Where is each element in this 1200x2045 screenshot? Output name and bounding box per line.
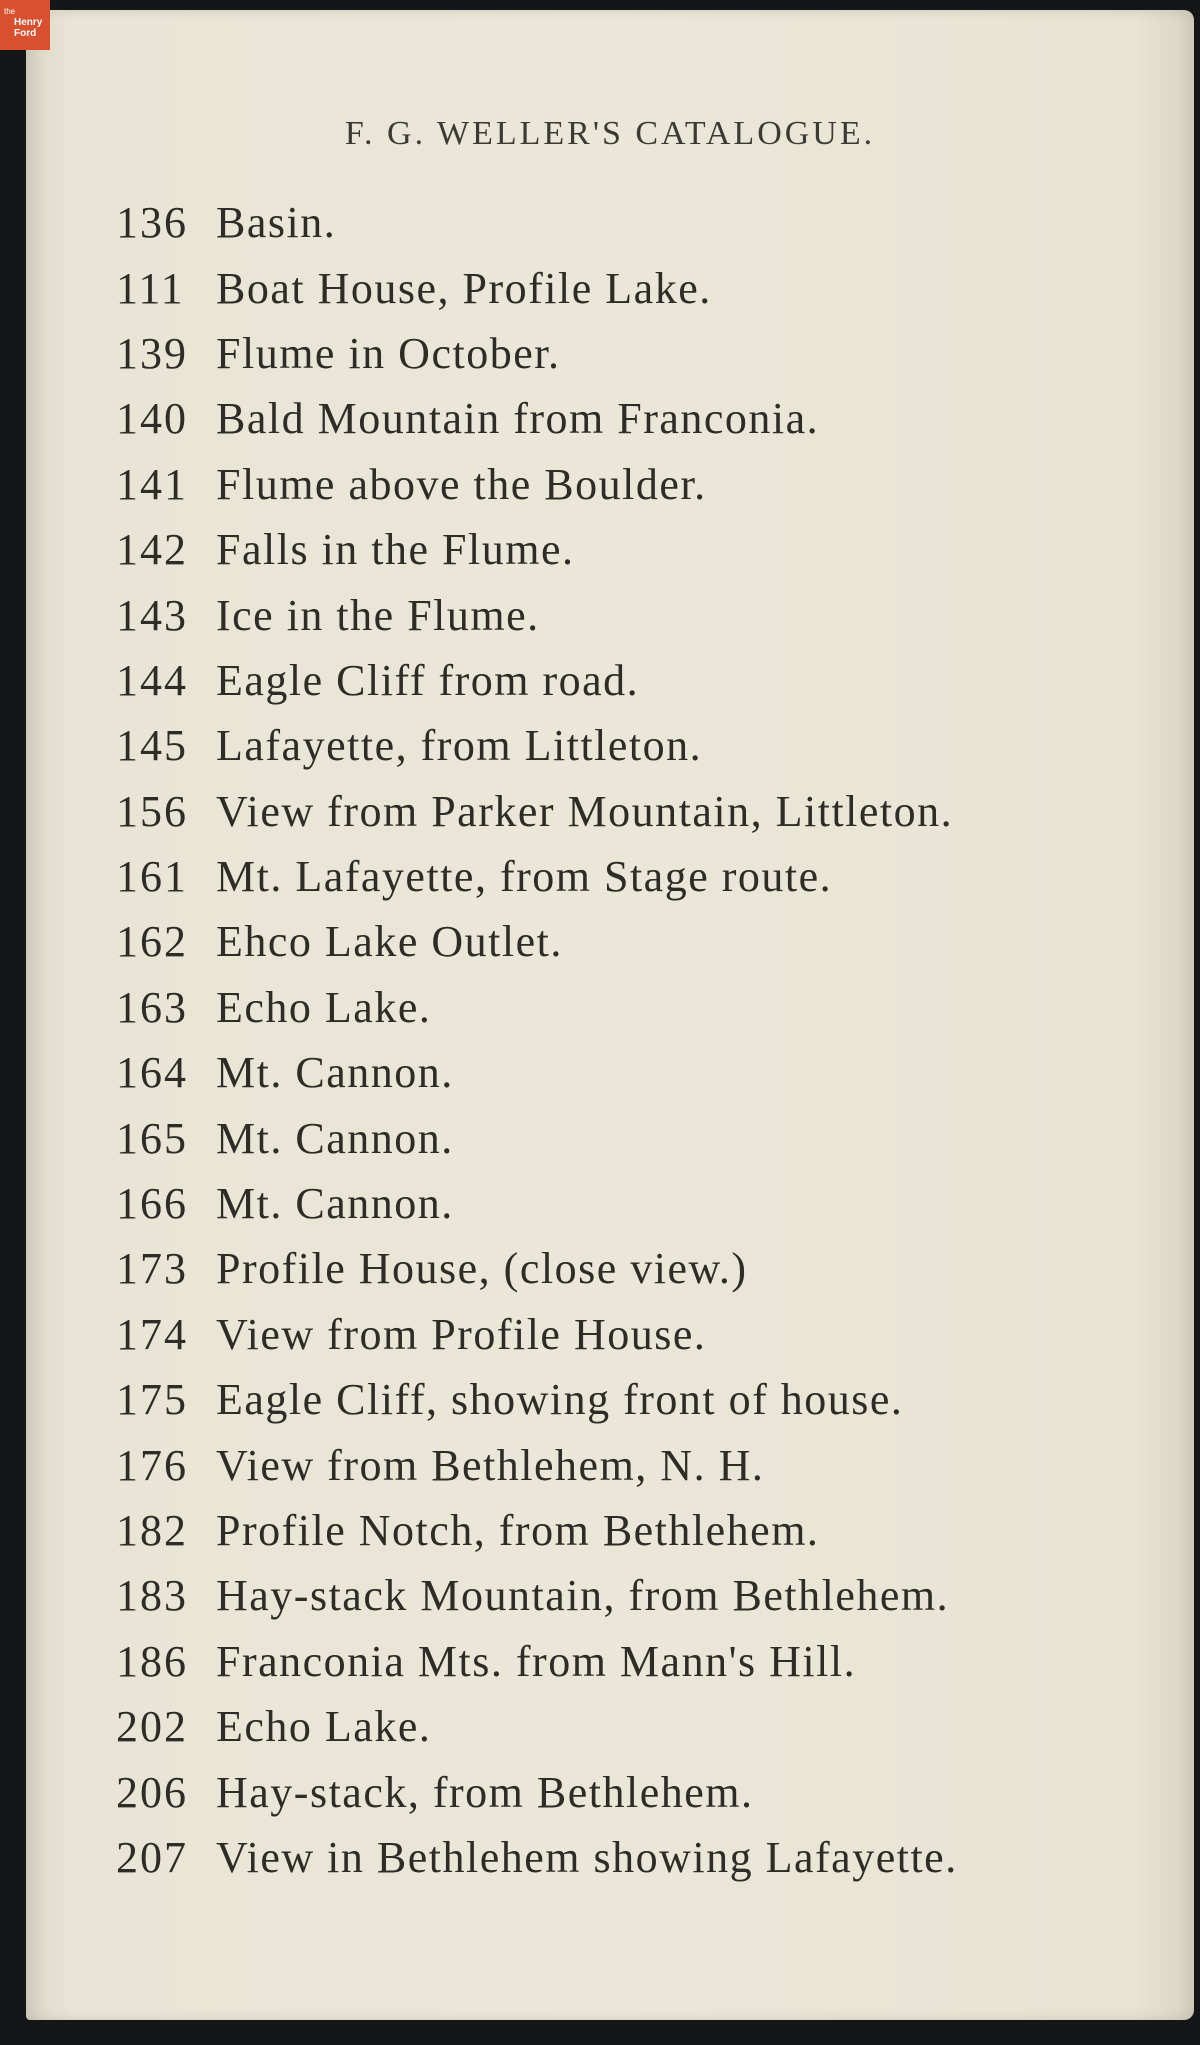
entry-number: 143 xyxy=(116,590,188,640)
entry-number: 182 xyxy=(116,1506,188,1555)
list-item xyxy=(116,1694,1154,1759)
entry-number: 136 xyxy=(116,198,188,248)
entry-title: Ehco Lake Outlet. xyxy=(216,917,563,967)
entry-title: Lafayette, from Littleton. xyxy=(216,721,703,771)
list-item xyxy=(116,779,1154,844)
list-item xyxy=(116,975,1154,1040)
entry-title: View from Parker Mountain, Littleton. xyxy=(216,786,954,836)
entry-title: Flume in October. xyxy=(216,328,561,378)
list-item xyxy=(116,648,1154,713)
entry-number: 207 xyxy=(116,1832,188,1882)
list-item xyxy=(116,1563,1154,1628)
entry-number: 161 xyxy=(116,852,188,902)
list-item xyxy=(116,1367,1154,1432)
entry-title: Echo Lake. xyxy=(216,982,432,1032)
entry-number: 183 xyxy=(116,1571,188,1621)
list-item xyxy=(116,1629,1154,1694)
entry-title: Mt. Cannon. xyxy=(216,1048,454,1098)
list-item xyxy=(116,255,1154,320)
logo-line-1: the xyxy=(4,7,16,16)
list-item xyxy=(116,1040,1154,1105)
list-item xyxy=(116,190,1154,255)
list-item xyxy=(116,1236,1154,1301)
list-item xyxy=(116,1302,1154,1367)
list-item xyxy=(116,1498,1154,1563)
list-item xyxy=(116,517,1154,582)
entry-number: 173 xyxy=(116,1244,188,1294)
entry-number: 139 xyxy=(116,328,188,378)
entry-title: Bald Mountain from Franconia. xyxy=(216,394,820,444)
entry-number: 163 xyxy=(116,982,188,1032)
list-item xyxy=(116,1105,1154,1170)
entry-title: Profile House, (close view.) xyxy=(216,1244,748,1294)
entry-title: Profile Notch, from Bethlehem. xyxy=(216,1506,820,1555)
entry-number: 144 xyxy=(116,655,188,705)
entry-number: 174 xyxy=(116,1309,188,1359)
entry-title: Eagle Cliff, showing front of house. xyxy=(216,1375,904,1425)
entry-title: Flume above the Boulder. xyxy=(216,459,707,509)
list-item xyxy=(116,452,1154,517)
entry-number: 111 xyxy=(116,263,185,313)
list-item xyxy=(116,844,1154,909)
entry-title: Franconia Mts. from Mann's Hill. xyxy=(216,1636,857,1686)
logo-line-2: Henry xyxy=(14,17,43,28)
list-item xyxy=(116,713,1154,778)
entry-number: 175 xyxy=(116,1375,188,1425)
entry-title: Basin. xyxy=(216,198,337,248)
entry-title: Hay-stack Mountain, from Bethlehem. xyxy=(216,1571,950,1621)
entry-title: Eagle Cliff from road. xyxy=(216,655,640,705)
list-item xyxy=(116,1759,1154,1824)
henry-ford-logo xyxy=(0,0,50,50)
list-item xyxy=(116,1171,1154,1236)
list-item xyxy=(116,321,1154,386)
entry-title: View from Bethlehem, N. H. xyxy=(216,1440,765,1490)
list-item xyxy=(116,1825,1154,1890)
entry-number: 141 xyxy=(116,459,188,509)
entry-number: 140 xyxy=(116,394,188,444)
entry-title: Falls in the Flume. xyxy=(216,525,575,575)
list-item xyxy=(116,909,1154,974)
entry-list xyxy=(116,190,1154,1890)
entry-title: Ice in the Flume. xyxy=(216,590,540,640)
entry-title: Mt. Lafayette, from Stage route. xyxy=(216,852,833,902)
list-item xyxy=(116,1432,1154,1497)
entry-title: Hay-stack, from Bethlehem. xyxy=(216,1767,754,1817)
page-header: F. G. WELLER'S CATALOGUE. xyxy=(344,115,876,152)
entry-title: View from Profile House. xyxy=(216,1309,707,1359)
entry-title: Boat House, Profile Lake. xyxy=(216,263,712,313)
entry-number: 176 xyxy=(116,1440,188,1490)
logo-line-3: Ford xyxy=(14,28,37,39)
entry-title: Echo Lake. xyxy=(216,1702,432,1752)
list-item xyxy=(116,386,1154,451)
entry-number: 162 xyxy=(116,917,188,967)
entry-title: Mt. Cannon. xyxy=(216,1179,454,1229)
entry-number: 206 xyxy=(116,1767,188,1817)
entry-number: 142 xyxy=(116,525,188,575)
catalogue-page xyxy=(26,10,1194,2020)
list-item xyxy=(116,582,1154,647)
entry-number: 166 xyxy=(116,1179,188,1229)
entry-number: 156 xyxy=(116,786,188,836)
entry-title: View in Bethlehem showing Lafayette. xyxy=(216,1832,958,1882)
entry-number: 202 xyxy=(116,1702,188,1752)
entry-title: Mt. Cannon. xyxy=(216,1113,454,1163)
entry-number: 165 xyxy=(116,1113,188,1163)
entry-number: 186 xyxy=(116,1636,188,1686)
entry-number: 145 xyxy=(116,721,188,771)
entry-number: 164 xyxy=(116,1048,188,1098)
